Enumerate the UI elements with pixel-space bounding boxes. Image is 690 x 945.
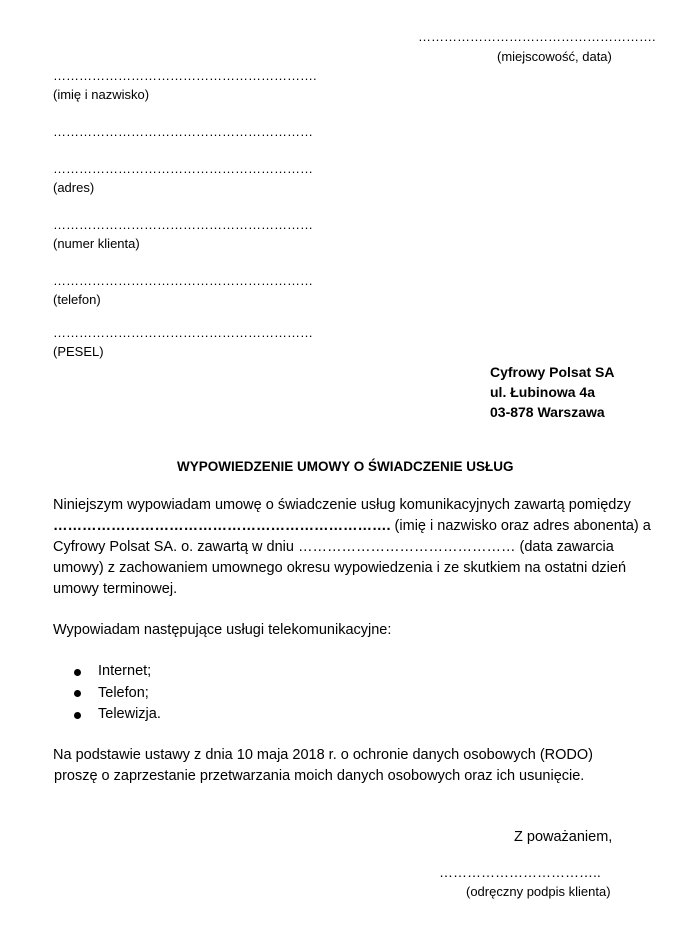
bullet-icon	[74, 669, 81, 676]
recipient-address	[490, 362, 614, 422]
signature-dots: ……………………………..	[439, 864, 601, 880]
recipient-city: 03-878 Warszawa	[490, 404, 605, 420]
rodo-line-2: proszę o zaprzestanie przetwarzania moich danych osobowych oraz ich usunięcie.	[54, 768, 585, 784]
services-intro: Wypowiadam następujące usługi telekomunikacyjne:	[53, 622, 392, 638]
client-number-label: (numer klienta)	[53, 236, 140, 251]
name-label: (imię i nazwisko)	[53, 87, 150, 102]
paragraph-line-2	[53, 516, 653, 537]
recipient-street: ul. Łubinowa 4a	[490, 384, 596, 400]
service-internet: Internet;	[98, 663, 152, 679]
pesel-label: (PESEL)	[53, 344, 104, 359]
subscriber-dots: …………………………………………………………….	[53, 518, 391, 534]
service-tv: Telewizja.	[98, 706, 161, 722]
rodo-paragraph	[53, 745, 653, 787]
pesel-dots: ……………………………………………………	[53, 325, 313, 340]
name-dots: …………………………………………………….	[53, 68, 317, 83]
paragraph-line-1: Niniejszym wypowiadam umowę o świadczenie usług komunikacyjnych zawartą pomiędzy	[53, 497, 631, 513]
paragraph-line-3: Cyfrowy Polsat SA. o. zawartą w dniu ……………………………………… (data zawarcia	[53, 539, 614, 555]
termination-paragraph	[53, 495, 653, 600]
address-label: (adres)	[53, 180, 95, 195]
list-item	[53, 683, 161, 705]
list-item	[53, 661, 161, 683]
signature-label: (odręczny podpis klienta)	[466, 884, 611, 899]
recipient-company: Cyfrowy Polsat SA	[490, 364, 615, 380]
rodo-line-1: Na podstawie ustawy z dnia 10 maja 2018 r. o ochronie danych osobowych (RODO)	[53, 747, 594, 763]
document-title: WYPOWIEDZENIE UMOWY O ŚWIADCZENIE USŁUG	[177, 459, 514, 474]
place-date-label: (miejscowość, data)	[497, 49, 612, 64]
extra-line-dots: ……………………………………………………	[53, 124, 313, 139]
phone-label: (telefon)	[53, 292, 101, 307]
bullet-icon	[74, 690, 81, 697]
bullet-icon	[74, 712, 81, 719]
address-dots: ……………………………………………………	[53, 161, 313, 176]
phone-dots: ……………………………………………………	[53, 273, 313, 288]
paragraph-line-5: umowy terminowej.	[53, 581, 178, 597]
subscriber-label: (imię i nazwisko oraz adres abonenta) a	[390, 518, 651, 534]
place-date-dots: ……………………………………………….	[418, 29, 656, 44]
list-item	[53, 704, 161, 726]
closing-greeting: Z poważaniem,	[514, 829, 613, 845]
service-phone: Telefon;	[98, 684, 149, 701]
services-list	[53, 661, 161, 726]
paragraph-line-4: umowy) z zachowaniem umownego okresu wypowiedzenia i ze skutkiem na ostatni dzień	[53, 560, 627, 576]
client-number-dots: ……………………………………………………	[53, 217, 313, 232]
